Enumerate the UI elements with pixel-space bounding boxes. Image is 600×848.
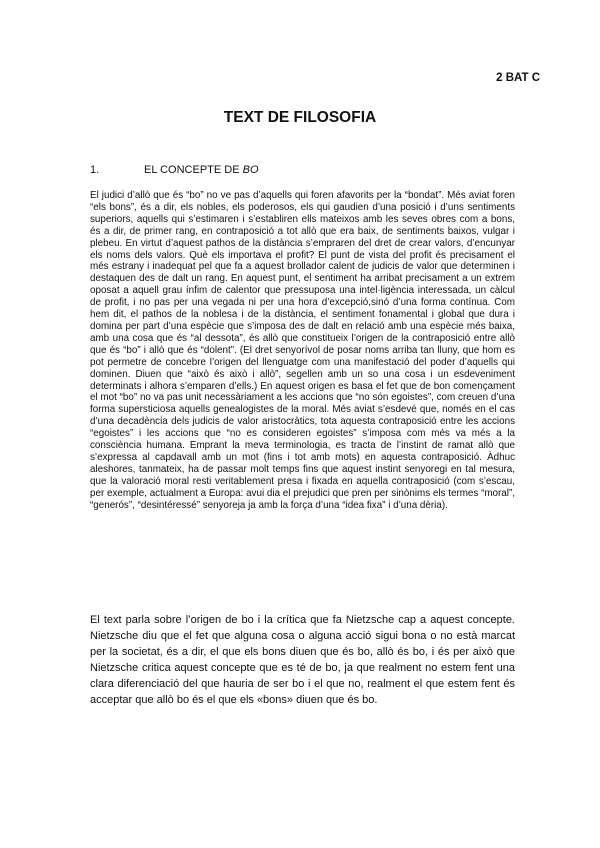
commentary-paragraph: El text parla sobre l’origen de bo i la crítica que fa Nietzsche cap a aquest concepte. Nietzsche diu que el fet que alguna cosa o alguna acció sigui bona o no està marcat per la societat, és a dir, el que els bons diuen que és bo, allò és bo, i és per això que Nietzsche critica aquest concepte que es té de bo, ja que realment no estem fent una clara diferenciació del que hauria de ser bo i el que no, realment el que estem fent és acceptar que allò bo és el que els «bons» diuen que és bo. (90, 614, 515, 707)
class-label: 2 BAT C (496, 72, 540, 84)
section-heading (90, 164, 259, 176)
section-heading-prefix: EL CONCEPTE DE (144, 164, 243, 176)
document-title: TEXT DE FILOSOFIA (223, 109, 377, 126)
section-heading-term: BO (242, 164, 259, 176)
section-number: 1. (90, 164, 100, 176)
nietzsche-quote: El judici d’allò que és “bo” no ve pas d’aquells qui foren afavorits per la “bondat”. Més aviat foren “els bons”, és a dir, els nobles, els poderosos, els qui gaudien d’una posició i d’uns sentiments superiors, aquells qui s’estimaren i s’establiren ells mateixos amb les seves obres com a bons, és a dir, de primer rang, en contraposició a tot allò que era baix, de sentiments baixos, vulgar i plebeu. En virtut d’aquest pathos de la distància s’empraren del dret de crear valors, d’encunyar els noms dels valors. Què els importava el profit? El punt de vista del profit és precisament el més estrany i inadequat pel que fa a aquest brollador calent de judicis de valor que determinen i destaquen des de dalt un rang. En aquest punt, el sentiment ha arribat precisament a un extrem oposat a aquell grau ínfim de calentor que pressuposa una intel·ligència interessada, un càlcul de profit, i no pas per una vegada ni per una hora d’excepció,sinó d’una forma contínua. Com hem dit, el pathos de la noblesa i de la distància, el sentiment fonamental i global que dura i domina per part d’una espècie que s’imposa des de dalt en relació amb una espècie més baixa, amb una cosa que és “al dessota”, és allò que constitueix l’origen de la contraposició entre allò que és “bo” i allò que és “dolent”. (El dret senyorívol de posar noms arriba tan lluny, que hom es pot permetre de concebre l’origen del llenguatge com una manifestació del poder d’aquells qui dominen. Diuen que “això és això i allò”, segellen amb un so una cosa i un esdeveniment determinats i alhora s’emparen d’ells.) En aquest origen es basa el fet que de bon començament el mot “bo” no va pas unit necessàriament a les accions que “no són egoistes”, com creuen d’una forma supersticiosa aquells genealogistes de la moral. Més aviat s’esdevé que, només en el cas d’una decadència dels judicis de valor aristocràtics, tota aquesta contraposició entre les accions “egoistes” i les accions que “no es consideren egoistes” s’imposa com més va més a la consciència humana. Emprant la meva terminologia, es tracta de l’instint de ramat allò que s’expressa al capdavall amb un mot (fins i tot amb mots) en aquesta contraposició. Àdhuc aleshores, tanmateix, ha de passar molt temps fins que aquest instint senyoregi en tal mesura, que la valoració moral resti veritablement presa i fixada en aquella contraposició (com s’escau, per exemple, actualment a Europa: avui dia el prejudici que pren per sinònims els termes “moral”, “generós”, “desintéressé” senyoreja ja amb la força d’una “idea fixa” i d’una dèria). (90, 190, 515, 511)
